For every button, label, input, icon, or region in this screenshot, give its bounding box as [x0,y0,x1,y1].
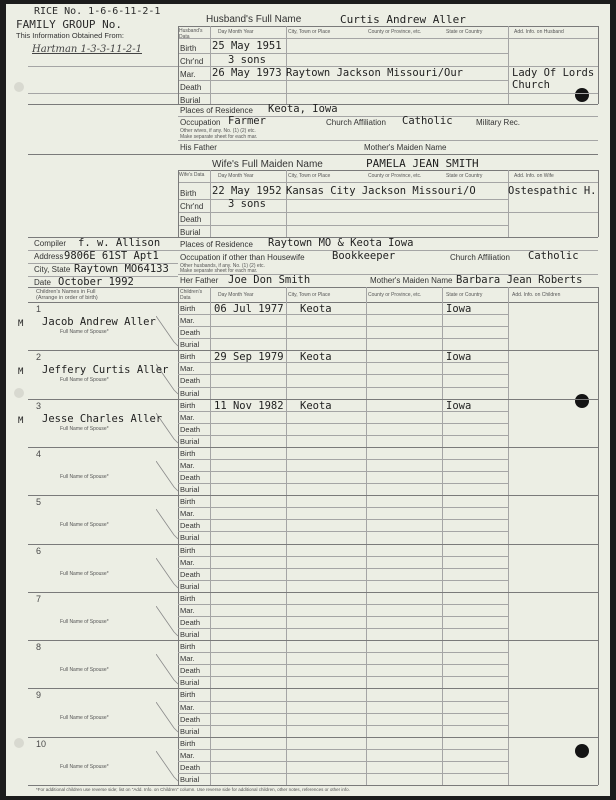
wife-father: Joe Don Smith [228,274,311,286]
wife-residence-label: Places of Residence [180,240,253,249]
child-number: 3 [36,400,42,411]
children-col-addinfo: Add. Info. on Children [512,292,561,298]
wife-other-husbands-2: Make separate sheet for each mar. [180,268,258,274]
family-group-sheet [6,4,610,796]
child-spouse-label: Full Name of Spouse* [60,618,109,625]
child-event-label: Burial [180,533,200,543]
husband-mar-place: Raytown Jackson Missouri/Our [286,67,464,79]
child-event-label: Birth [180,448,196,458]
husband-occupation: Farmer [228,115,266,127]
child-birth-date: 11 Nov 1982 [214,399,284,412]
child-birth-place: Keota [300,303,332,315]
child-name: Jacob Andrew Aller [42,316,156,328]
child-birth-state: Iowa [446,303,472,315]
wife-other-husbands-1: Other husbands, if any. No. (1) (2) etc. [180,263,265,269]
compiler-name: f. w. Allison [78,237,161,249]
child-number: 9 [36,690,42,701]
husband-burial-label: Burial [180,96,201,105]
child-event-label: Mar. [180,316,195,326]
husband-name: Curtis Andrew Aller [340,13,466,26]
husband-col-city: City, Town or Place [288,29,331,35]
child-sex: M [18,319,24,329]
wife-death-label: Death [180,215,202,224]
wife-birth-label: Birth [180,189,197,198]
wife-occupation-label: Occupation if other than Housewife [180,253,305,262]
form-title: FAMILY GROUP No. [16,18,122,31]
info-source-label: This Information Obtained From: [16,31,124,40]
husband-col-dmy: Day Month Year [218,29,254,35]
spouse-bracket [156,654,180,688]
child-spouse-label: Full Name of Spouse* [60,522,109,529]
child-event-label: Death [180,424,201,434]
child-event-label: Mar. [180,750,195,760]
child-event-label: Birth [180,352,196,362]
child-sex: M [18,367,24,378]
punch-hole-left-2 [14,388,24,398]
child-event-label: Death [180,617,201,627]
child-event-label: Mar. [180,509,195,519]
child-event-label: Birth [180,545,196,555]
child-event-label: Mar. [180,605,195,615]
child-event-label: Birth [180,400,196,410]
compiler-label: Compiler [34,239,67,248]
husband-chrnd-label: Chr'nd [180,57,204,66]
child-spouse-label: Full Name of Spouse* [60,473,109,480]
child-number: 6 [36,545,42,556]
child-birth-date: 06 Jul 1977 [214,303,284,315]
spouse-bracket [156,316,180,350]
children-col-data: Children's Data [180,289,203,301]
child-spouse-label: Full Name of Spouse* [60,667,109,674]
child-event-label: Burial [180,388,200,398]
spouse-bracket [156,509,180,543]
handwritten-reference: Hartman 1-3-3-11-2-1 [32,44,142,55]
wife-birth-date: 22 May 1952 [212,185,282,197]
husband-mar-date: 26 May 1973 [212,67,282,79]
husband-col-addinfo: Add. Info. on Husband [514,29,564,35]
husband-birth-date: 25 May 1951 [212,40,282,52]
husband-data-label: Husband's Data [179,28,203,40]
husband-father-label: His Father [180,143,217,152]
child-spouse-label: Full Name of Spouse* [60,329,109,335]
husband-church-label: Church Affiliation [326,118,386,127]
child-number: 4 [36,448,42,459]
city-state-label: City, State [34,265,71,274]
child-event-label: Mar. [180,461,195,470]
child-birth-date: 29 Sep 1979 [214,351,284,364]
husband-mar-label: Mar. [180,70,196,79]
address-label: Address [34,252,64,261]
punch-hole-bottom [575,744,589,758]
child-event-label: Birth [180,738,196,748]
husband-addinfo: Lady Of Lords Church [512,67,595,91]
child-spouse-label: Full Name of Spouse* [60,715,109,722]
wife-data-label: Wife's Data [179,172,205,178]
husband-mother-label: Mother's Maiden Name [364,143,447,152]
child-event-label: Burial [180,340,200,350]
spouse-bracket [156,702,180,736]
child-spouse-label: Full Name of Spouse* [60,570,109,577]
husband-name-label: Husband's Full Name [206,14,302,25]
husband-other-wives-1: Other wives, if any. No. (1) (2) etc. [180,128,256,134]
wife-church-label: Church Affiliation [450,253,510,262]
child-event-label: Burial [180,581,200,591]
punch-hole-middle [575,394,589,408]
wife-birth-place: Kansas City Jackson Missouri/O [286,185,476,197]
children-col-names: Children's Names in Full [36,289,96,295]
child-number: 2 [36,352,42,363]
child-birth-state: Iowa [446,351,472,364]
children-col-names-note: (Arrange in order of birth) [36,295,98,301]
child-event-label: Burial [180,726,200,736]
husband-col-state: State or Country [446,29,483,35]
wife-chrnd-label: Chr'nd [180,202,204,211]
child-event-label: Mar. [180,557,195,567]
child-birth-state: Iowa [446,399,472,412]
child-event-label: Death [180,328,201,338]
children-col-dmy: Day Month Year [218,292,254,298]
child-event-label: Burial [180,436,200,446]
child-number: 1 [36,304,42,314]
child-event-label: Death [180,762,201,772]
child-spouse-label: Full Name of Spouse* [60,377,109,384]
child-spouse-label: Full Name of Spouse* [60,763,109,770]
footer-note: *For additional children use reverse side; list on "Add. Info. on Children" column. Use reverse side for additional children, other notes, references or other info. [36,787,350,792]
punch-hole-left-3 [14,738,24,748]
child-number: 8 [36,642,42,653]
child-event-label: Mar. [180,364,195,374]
wife-col-city: City, Town or Place [288,173,331,179]
wife-occupation: Bookkeeper [332,250,396,262]
husband-church: Catholic [402,115,453,127]
wife-name-label: Wife's Full Maiden Name [212,159,323,170]
child-event-label: Burial [180,774,200,784]
husband-occupation-label: Occupation [180,118,221,127]
husband-other-wives-2: Make separate sheet for each mar. [180,134,258,140]
child-name: Jesse Charles Aller [42,412,163,425]
wife-col-county: County or Province, etc. [368,173,422,179]
wife-addinfo: Ostespathic H. [508,185,597,197]
spouse-bracket [156,751,180,785]
child-event-label: Death [180,473,201,482]
children-col-city: City, Town or Place [288,292,331,298]
child-name: Jeffery Curtis Aller [42,364,169,377]
child-event-label: Death [180,569,201,579]
child-event-label: Burial [180,630,200,639]
punch-hole-left-1 [14,82,24,92]
husband-col-county: County or Province, etc. [368,29,422,35]
children-col-state: State or Country [446,292,483,298]
child-number: 10 [36,738,47,749]
child-event-label: Death [180,714,201,724]
child-event-label: Birth [180,304,196,313]
wife-residence: Raytown MO & Keota Iowa [268,237,414,249]
wife-chrnd-text: 3 sons [228,198,266,210]
compiler-city: Raytown MO64133 [74,263,169,275]
child-event-label: Birth [180,593,196,603]
wife-col-addinfo: Add. Info. on Wife [514,173,554,179]
wife-burial-label: Burial [180,228,201,237]
child-birth-place: Keota [300,399,332,412]
wife-church: Catholic [528,250,579,262]
compiler-address: 9806E 61ST Apt1 [64,250,159,262]
child-event-label: Burial [180,485,200,495]
child-event-label: Birth [180,642,196,652]
wife-mother-label: Mother's Maiden Name [370,276,453,285]
husband-residence: Keota, Iowa [268,103,338,115]
wife-father-label: Her Father [180,276,219,285]
child-event-label: Mar. [180,702,195,712]
child-event-label: Death [180,666,201,676]
child-event-label: Mar. [180,412,195,422]
child-event-label: Mar. [180,654,195,664]
husband-residence-label: Places of Residence [180,106,253,115]
child-sex: M [18,415,24,426]
wife-mother: Barbara Jean Roberts [456,274,583,286]
wife-col-dmy: Day Month Year [218,173,254,179]
husband-chrnd-text: 3 sons [228,54,266,66]
child-event-label: Death [180,521,201,531]
wife-name: PAMELA JEAN SMITH [366,157,479,170]
child-spouse-label: Full Name of Spouse* [60,425,109,432]
husband-military-label: Military Rec. [476,118,521,127]
compiler-date: October 1992 [58,276,134,288]
child-number: 7 [36,593,42,604]
child-number: 5 [36,497,42,508]
spouse-bracket [156,606,180,640]
child-event-label: Burial [180,678,200,688]
rice-number: RICE No. 1-6-6-11-2-1 [34,6,161,17]
husband-birth-label: Birth [180,44,197,53]
spouse-bracket [156,461,180,495]
date-label: Date [34,278,51,287]
children-col-county: County or Province, etc. [368,292,422,298]
child-event-label: Death [180,376,201,386]
husband-death-label: Death [180,83,202,92]
child-event-label: Birth [180,690,196,700]
wife-col-state: State or Country [446,173,483,179]
child-birth-place: Keota [300,351,332,364]
child-event-label: Birth [180,497,196,507]
spouse-bracket [156,558,180,592]
